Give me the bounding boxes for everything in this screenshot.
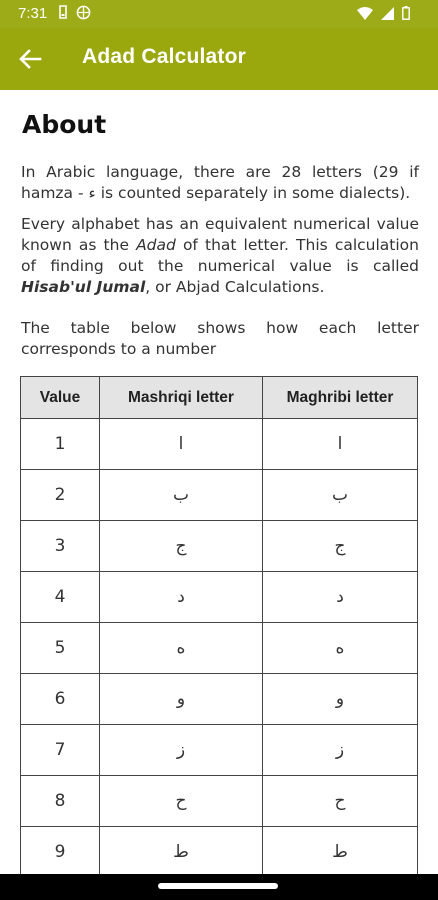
table-row xyxy=(21,725,418,776)
cell-mashriqi: ط xyxy=(100,827,263,875)
intro-text-start: In Arabic language, there are 28 letters (29 if hamza - xyxy=(21,163,419,202)
abjad-table xyxy=(20,376,418,874)
table-row xyxy=(21,623,418,674)
cell-mashriqi: ب xyxy=(100,470,263,521)
header-maghribi: Maghribi letter xyxy=(263,377,418,419)
cell-mashriqi: و xyxy=(100,674,263,725)
table-row xyxy=(21,521,418,572)
status-bar xyxy=(0,0,438,28)
hisab-term: Hisab'ul Jumal xyxy=(21,278,146,296)
adad-paragraph xyxy=(21,214,419,298)
status-left-icons xyxy=(58,5,91,20)
table-row xyxy=(21,674,418,725)
cell-value: 8 xyxy=(21,776,100,827)
signal-icon xyxy=(381,7,394,20)
cell-maghribi: ز xyxy=(263,725,418,776)
cell-value: 9 xyxy=(21,827,100,875)
cell-value: 7 xyxy=(21,725,100,776)
sim-card-icon xyxy=(58,5,68,19)
arrow-back-icon xyxy=(16,45,44,73)
adad-text-mid: of that letter. This calculation of finding out the numerical value is called xyxy=(21,236,419,275)
cell-mashriqi: ز xyxy=(100,725,263,776)
battery-icon xyxy=(402,6,410,20)
cell-value: 6 xyxy=(21,674,100,725)
intro-paragraph xyxy=(21,162,419,204)
cell-mashriqi: د xyxy=(100,572,263,623)
header-value: Value xyxy=(21,377,100,419)
cell-maghribi: ب xyxy=(263,470,418,521)
adad-term: Adad xyxy=(136,236,176,254)
wifi-icon xyxy=(357,7,373,20)
cell-value: 5 xyxy=(21,623,100,674)
table-row xyxy=(21,470,418,521)
app-title: Adad Calculator xyxy=(82,45,247,68)
table-row xyxy=(21,572,418,623)
cell-maghribi: و xyxy=(263,674,418,725)
cell-value: 2 xyxy=(21,470,100,521)
cell-value: 4 xyxy=(21,572,100,623)
cell-maghribi: ه xyxy=(263,623,418,674)
status-time: 7:31 xyxy=(18,5,48,22)
cell-maghribi: ا xyxy=(263,419,418,470)
table-row xyxy=(21,419,418,470)
header-mashriqi: Mashriqi letter xyxy=(100,377,263,419)
table-intro-paragraph: The table below shows how each letter corresponds to a number xyxy=(21,319,419,358)
adad-text-end: , or Abjad Calculations. xyxy=(145,278,325,296)
cell-value: 3 xyxy=(21,521,100,572)
intro-text-end: is counted separately in some dialects). xyxy=(95,184,411,202)
cell-mashriqi: ج xyxy=(100,521,263,572)
cell-maghribi: ح xyxy=(263,776,418,827)
globe-icon xyxy=(76,5,91,20)
table-row xyxy=(21,776,418,827)
home-indicator[interactable] xyxy=(158,883,278,889)
hamza-letter: ء xyxy=(88,184,96,202)
table-header-row xyxy=(21,377,418,419)
cell-mashriqi: ح xyxy=(100,776,263,827)
adad-text-start: Every alphabet has an equivalent numerical value known as the xyxy=(21,215,419,254)
cell-value: 1 xyxy=(21,419,100,470)
cell-mashriqi: ا xyxy=(100,419,263,470)
about-heading: About xyxy=(22,110,107,139)
cell-maghribi: ط xyxy=(263,827,418,875)
cell-maghribi: ج xyxy=(263,521,418,572)
cell-mashriqi: ه xyxy=(100,623,263,674)
app-bar xyxy=(0,28,438,90)
status-right-icons xyxy=(357,6,410,20)
table-row xyxy=(21,827,418,875)
cell-maghribi: د xyxy=(263,572,418,623)
back-button[interactable] xyxy=(16,45,48,73)
about-content[interactable] xyxy=(0,90,438,874)
